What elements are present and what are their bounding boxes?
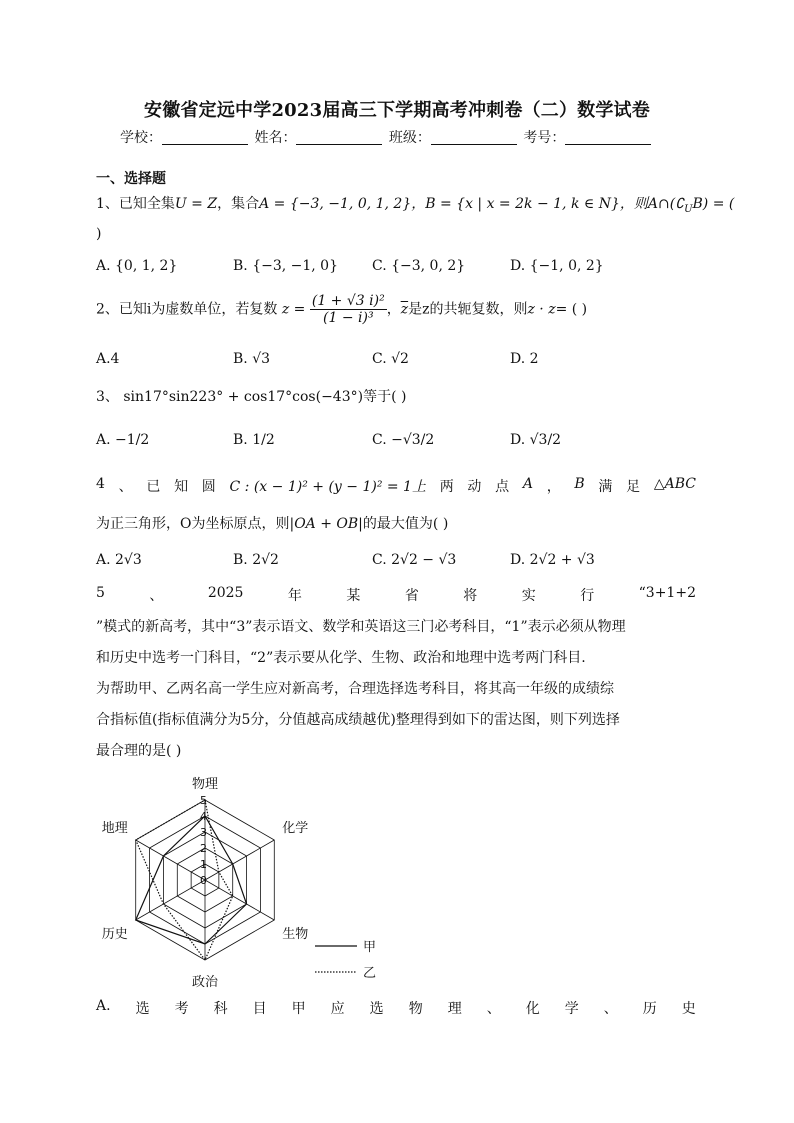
q4-option-a[interactable]: A. 2√3 (96, 552, 142, 568)
question-5-line3: 和历史中选考一门科目，“2”表示要从化学、生物、政治和地理中选考两门科目. (96, 650, 586, 666)
school-blank[interactable] (162, 130, 248, 145)
q1-option-d[interactable]: D. {−1, 0, 2} (510, 258, 604, 274)
q2-option-d[interactable]: D. 2 (510, 351, 539, 367)
q4-option-d[interactable]: D. 2√2 + √3 (510, 552, 595, 568)
complex-fraction: $\frac{\text{(1 + √3 i)²}}{\text{(1 − i)³}}$ (311, 293, 385, 326)
question-3-stem: 3、 sin17°sin223° + cos17°cos(−43°)等于( ) (96, 389, 407, 405)
radar-axis-label: 政治 (191, 975, 219, 990)
student-info-line (120, 127, 653, 147)
q3-option-a[interactable]: A. −1/2 (96, 432, 150, 448)
question-5-line4: 为帮助甲、乙两名高一学生应对新高考，合理选择选考科目，将其高一年级的成绩综 (96, 681, 614, 697)
q3-option-b[interactable]: B. 1/2 (233, 432, 275, 448)
q1-option-c[interactable]: C. {−3, 0, 2} (372, 258, 466, 274)
exam-number-blank[interactable] (565, 130, 651, 145)
q2-option-b[interactable]: B. √3 (233, 351, 271, 367)
question-5-line6: 最合理的是( ) (96, 743, 182, 759)
question-4-line1: 4 、 已 知 圆 C : (x − 1)² + (y − 1)² = 1上 两 动 点 A ， B 满 足 △ABC (96, 476, 696, 495)
q3-option-c[interactable]: C. −√3/2 (372, 432, 435, 448)
q1-option-a[interactable]: A. {0, 1, 2} (96, 258, 178, 274)
question-2-stem: 2、已知i为虚数单位，若复数 z = $\frac{\text{(1 + √3 i)²}}{\text{(1 − i)³}}$ ，$\overline{z}$是z的共轭复数，则z · z= ( ) (96, 293, 588, 326)
radar-axis-line (205, 880, 274, 920)
q3-option-d[interactable]: D. √3/2 (510, 432, 562, 448)
exam-title: 安徽省定远中学2023届高三下学期高考冲刺卷（二）数学试卷 (144, 100, 650, 121)
section-heading: 一、选择题 (96, 171, 166, 187)
q2-option-c[interactable]: C. √2 (372, 351, 409, 367)
class-label: 班级： (388, 130, 431, 146)
school-label: 学校： (120, 130, 162, 146)
radar-tick-label: 4 (200, 810, 207, 823)
radar-axis-label: 生物 (282, 927, 309, 942)
radar-tick-label: 2 (200, 842, 207, 855)
question-5-line5: 合指标值(指标值满分为5分，分值越高成绩越优)整理得到如下的雷达图，则下列选择 (96, 712, 620, 728)
question-1-close: ) (96, 226, 102, 242)
radar-chart (90, 770, 410, 990)
q5-option-a[interactable]: A. 选 考 科 目 甲 应 选 物 理 、 化 学 、 历 史 (96, 998, 696, 1017)
exam-number-label: 考号： (523, 130, 566, 146)
name-label: 姓名： (254, 130, 297, 146)
radar-axis-label: 化学 (282, 821, 309, 836)
question-4-line2: 为正三角形，O为坐标原点，则|OA + OB|的最大值为( ) (96, 516, 449, 532)
radar-tick-label: 0 (200, 874, 207, 887)
radar-tick-label: 1 (200, 858, 207, 871)
legend-label-yi: 乙 (363, 966, 377, 981)
radar-tick-label: 5 (200, 794, 207, 807)
q4-option-b[interactable]: B. 2√2 (233, 552, 279, 568)
q2-option-a[interactable]: A.4 (96, 351, 120, 367)
legend-label-jia: 甲 (363, 940, 377, 955)
q4-option-c[interactable]: C. 2√2 − √3 (372, 552, 457, 568)
radar-axis-label: 地理 (101, 821, 128, 836)
name-blank[interactable] (296, 130, 382, 145)
class-blank[interactable] (431, 130, 517, 145)
question-5-line2: ”模式的新高考，其中“3”表示语文、数学和英语这三门必考科目，“1”表示必须从物理 (96, 619, 626, 635)
question-1-stem: 1、已知全集U = Z，集合A = {−3, −1, 0, 1, 2}，B = {x | x = 2k − 1, k ∈ N}，则$A\cap(∁_UB)$ = ( (96, 196, 735, 215)
radar-tick-label: 3 (200, 826, 207, 839)
question-5-line1: 5 、 2025 年 某 省 将 实 行 “3+1+2 (96, 585, 696, 604)
radar-axis-line (205, 840, 274, 880)
radar-axis-line (136, 840, 205, 880)
q1-option-b[interactable]: B. {−3, −1, 0} (233, 258, 338, 274)
radar-axis-label: 历史 (101, 927, 128, 942)
radar-axis-label: 物理 (191, 777, 219, 792)
